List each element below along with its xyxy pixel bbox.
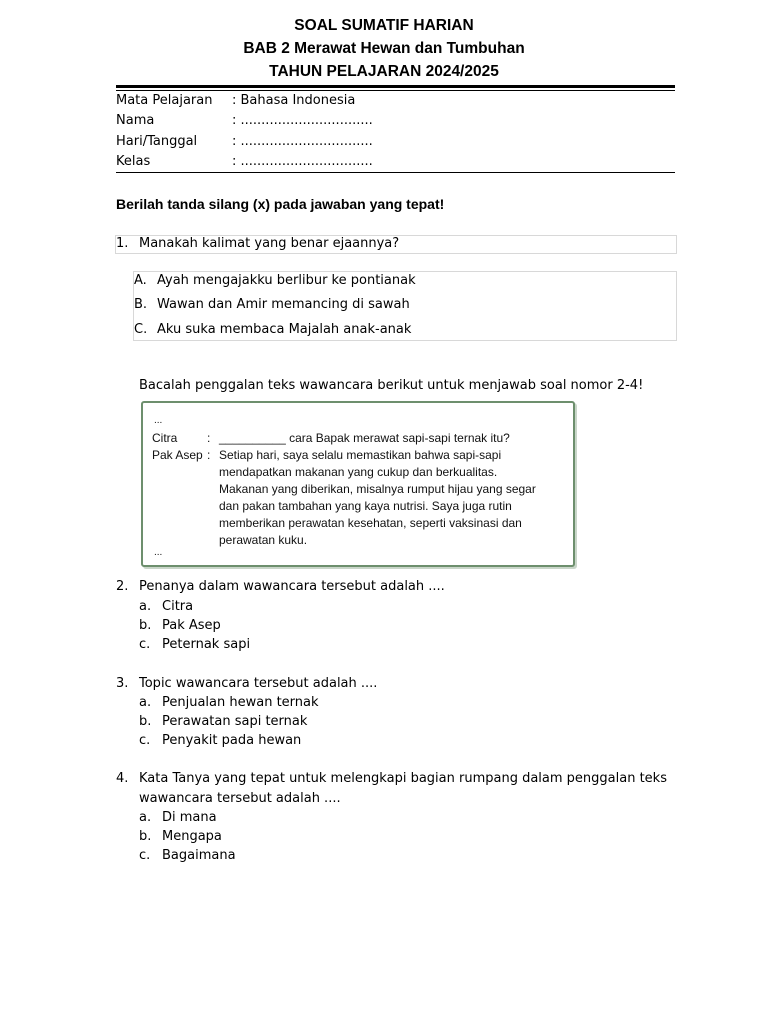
speaker-colon: : (207, 448, 211, 462)
passage-question-line: __________ cara Bapak merawat sapi-sapi ternak itu? (219, 431, 510, 445)
info-divider (116, 172, 675, 173)
info-label: Kelas (116, 154, 151, 169)
question-number: 2. (116, 579, 129, 594)
option-letter: c. (139, 637, 151, 652)
speaker-colon: : (207, 431, 211, 445)
passage-intro: Bacalah penggalan teks wawancara berikut untuk menjawab soal nomor 2-4! (139, 378, 644, 393)
question-number: 3. (116, 676, 129, 691)
option-letter: b. (139, 618, 152, 633)
option-text: Penjualan hewan ternak (162, 695, 319, 710)
interview-passage-box (141, 401, 575, 567)
question-4-text-line-1: Kata Tanya yang tepat untuk melengkapi bagian rumpang dalam penggalan teks (139, 771, 667, 786)
passage-ellipsis-bottom: ... (154, 547, 163, 558)
option-text: Peternak sapi (162, 637, 251, 652)
info-label: Hari/Tanggal (116, 134, 198, 149)
option-text: Penyakit pada hewan (162, 733, 302, 748)
question-number: 4. (116, 771, 129, 786)
info-label: Mata Pelajaran (116, 93, 213, 108)
option-text: Aku suka membaca Majalah anak-anak (157, 322, 412, 337)
header-divider-thin (116, 90, 675, 91)
option-letter: b. (139, 714, 152, 729)
title-line-1: SOAL SUMATIF HARIAN (294, 17, 474, 34)
option-letter: C. (134, 322, 148, 337)
option-text: Pak Asep (162, 618, 221, 633)
header-divider-thick (116, 85, 675, 88)
instruction-text: Berilah tanda silang (x) pada jawaban yang tepat! (116, 196, 445, 212)
title-line-2: BAB 2 Merawat Hewan dan Tumbuhan (243, 40, 525, 57)
option-text: Wawan dan Amir memancing di sawah (157, 297, 410, 312)
question-3-text: Topic wawancara tersebut adalah .... (139, 676, 378, 691)
option-letter: c. (139, 848, 151, 863)
answer-line: Makanan yang diberikan, misalnya rumput hijau yang segar (219, 482, 536, 496)
option-letter: a. (139, 810, 152, 825)
passage-ellipsis-top: ... (154, 415, 163, 426)
question-1-text: Manakah kalimat yang benar ejaannya? (139, 236, 400, 251)
option-text: Bagaimana (162, 848, 236, 863)
answer-line: dan pakan tambahan yang kaya nutrisi. Saya juga rutin (219, 499, 512, 513)
title-line-3: TAHUN PELAJARAN 2024/2025 (269, 63, 499, 80)
option-letter: c. (139, 733, 151, 748)
option-text: Perawatan sapi ternak (162, 714, 308, 729)
info-value: : ................................ (232, 134, 373, 149)
info-label: Nama (116, 113, 155, 128)
option-letter: b. (139, 829, 152, 844)
info-value: : Bahasa Indonesia (232, 93, 356, 108)
question-2-text: Penanya dalam wawancara tersebut adalah .... (139, 579, 445, 594)
option-letter: a. (139, 599, 152, 614)
option-text: Ayah mengajakku berlibur ke pontianak (157, 273, 416, 288)
info-value: : ................................ (232, 113, 373, 128)
answer-line: Setiap hari, saya selalu memastikan bahwa sapi-sapi (219, 448, 502, 462)
option-text: Di mana (162, 810, 217, 825)
answer-line: perawatan kuku. (219, 533, 308, 547)
option-letter: A. (134, 273, 147, 288)
option-text: Mengapa (162, 829, 222, 844)
option-text: Citra (162, 599, 194, 614)
info-value: : ................................ (232, 154, 373, 169)
option-letter: a. (139, 695, 152, 710)
question-number: 1. (116, 236, 129, 251)
speaker-citra: Citra (152, 431, 178, 445)
speaker-pak-asep: Pak Asep (152, 448, 203, 462)
option-letter: B. (134, 297, 148, 312)
question-4-text-line-2: wawancara tersebut adalah .... (139, 791, 341, 806)
answer-line: mendapatkan makanan yang cukup dan berkualitas. (219, 465, 498, 479)
answer-line: memberikan perawatan kesehatan, seperti vaksinasi dan (219, 516, 522, 530)
